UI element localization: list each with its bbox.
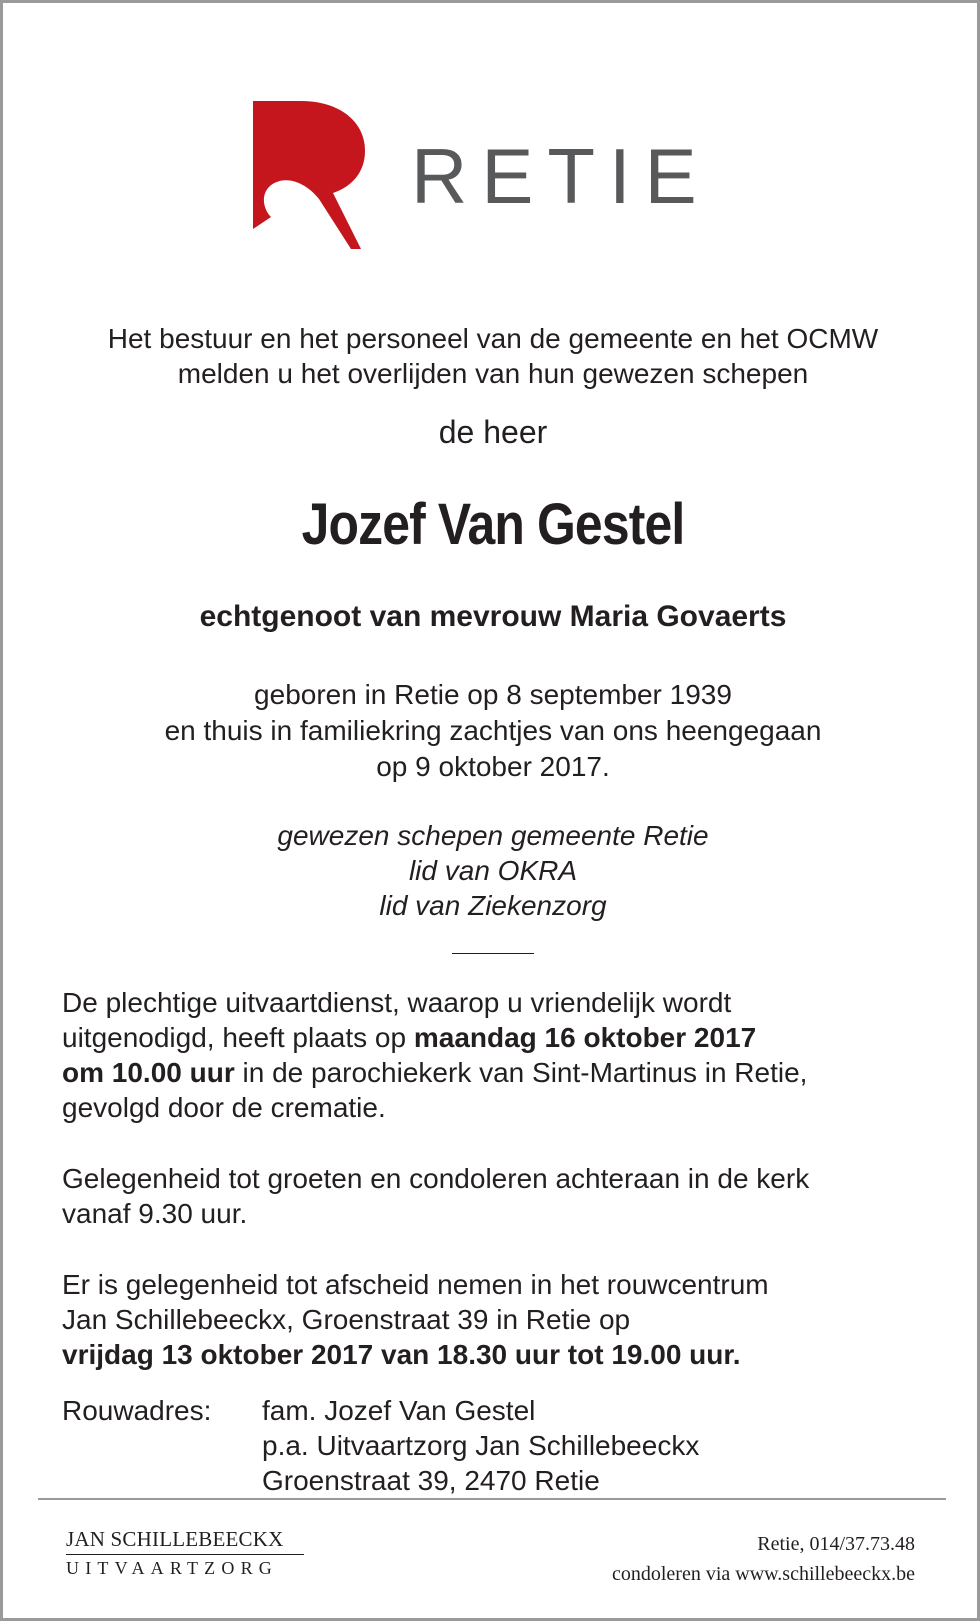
- salutation: de heer: [438, 414, 548, 450]
- intro-line: Het bestuur en het personeel van de gemeente en het OCMW: [107, 323, 879, 354]
- ceremony-text: in de parochiekerk van Sint-Martinus in Retie,: [234, 1057, 808, 1088]
- roles-list: [3, 818, 980, 923]
- intro-text: [3, 321, 980, 391]
- condolence-paragraph: [62, 1161, 932, 1231]
- retie-logo-graphic: [253, 101, 733, 256]
- ceremony-time: om 10.00 uur: [62, 1057, 235, 1088]
- retie-logo: [253, 101, 733, 256]
- birth-death-info: [3, 677, 980, 785]
- farewell-datetime: vrijdag 13 oktober 2017 van 18.30 uur tot 19.00 uur.: [62, 1339, 741, 1370]
- divider-line: [452, 953, 534, 954]
- contact-phone: Retie, 014/37.73.48: [757, 1533, 915, 1555]
- address-lines: [262, 1393, 699, 1498]
- farewell-line: Jan Schillebeeckx, Groenstraat 39 in Retie op: [62, 1304, 631, 1335]
- funeral-home-logo-divider: [66, 1554, 304, 1555]
- funeral-home-subtitle: UITVAARTZORG: [66, 1558, 278, 1578]
- ceremony-line: gevolgd door de crematie.: [62, 1092, 386, 1123]
- role-item: lid van Ziekenzorg: [379, 890, 607, 921]
- ceremony-text: uitgenodigd, heeft plaats op: [62, 1022, 414, 1053]
- role-item: gewezen schepen gemeente Retie: [277, 820, 709, 851]
- address-line: fam. Jozef Van Gestel: [262, 1395, 536, 1426]
- farewell-line: Er is gelegenheid tot afscheid nemen in het rouwcentrum: [62, 1269, 769, 1300]
- condolence-line: Gelegenheid tot groeten en condoleren achteraan in de kerk: [62, 1163, 810, 1194]
- deceased-name: Jozef Van Gestel: [301, 492, 685, 557]
- condolence-line: vanaf 9.30 uur.: [62, 1198, 248, 1229]
- funeral-home-logo: [66, 1527, 304, 1579]
- ceremony-paragraph: [62, 985, 932, 1125]
- birth-line: en thuis in familiekring zachtjes van ons heengegaan: [164, 715, 822, 746]
- ceremony-date: maandag 16 oktober 2017: [413, 1022, 757, 1053]
- spouse-line: echtgenoot van mevrouw Maria Govaerts: [199, 600, 787, 633]
- address-line: p.a. Uitvaartzorg Jan Schillebeeckx: [262, 1430, 700, 1461]
- address-label: Rouwadres:: [62, 1395, 212, 1426]
- funeral-home-contact: [612, 1529, 915, 1589]
- birth-line: op 9 oktober 2017.: [376, 751, 610, 782]
- ceremony-line: [62, 1055, 932, 1090]
- role-item: lid van OKRA: [408, 855, 578, 886]
- address-line: Groenstraat 39, 2470 Retie: [262, 1465, 600, 1496]
- retie-wordmark: RETIE: [411, 132, 711, 220]
- footer-rule: [38, 1498, 946, 1500]
- retie-r-mark-icon: [253, 101, 365, 249]
- farewell-line: [62, 1337, 932, 1372]
- intro-line: melden u het overlijden van hun gewezen schepen: [177, 358, 809, 389]
- ceremony-line: [62, 1020, 932, 1055]
- ceremony-line: De plechtige uitvaartdienst, waarop u vriendelijk wordt: [62, 987, 732, 1018]
- funeral-home-name: JAN SCHILLEBEECKX: [66, 1527, 284, 1551]
- birth-line: geboren in Retie op 8 september 1939: [254, 679, 732, 710]
- farewell-paragraph: [62, 1267, 932, 1372]
- contact-website: condoleren via www.schillebeeckx.be: [611, 1563, 915, 1585]
